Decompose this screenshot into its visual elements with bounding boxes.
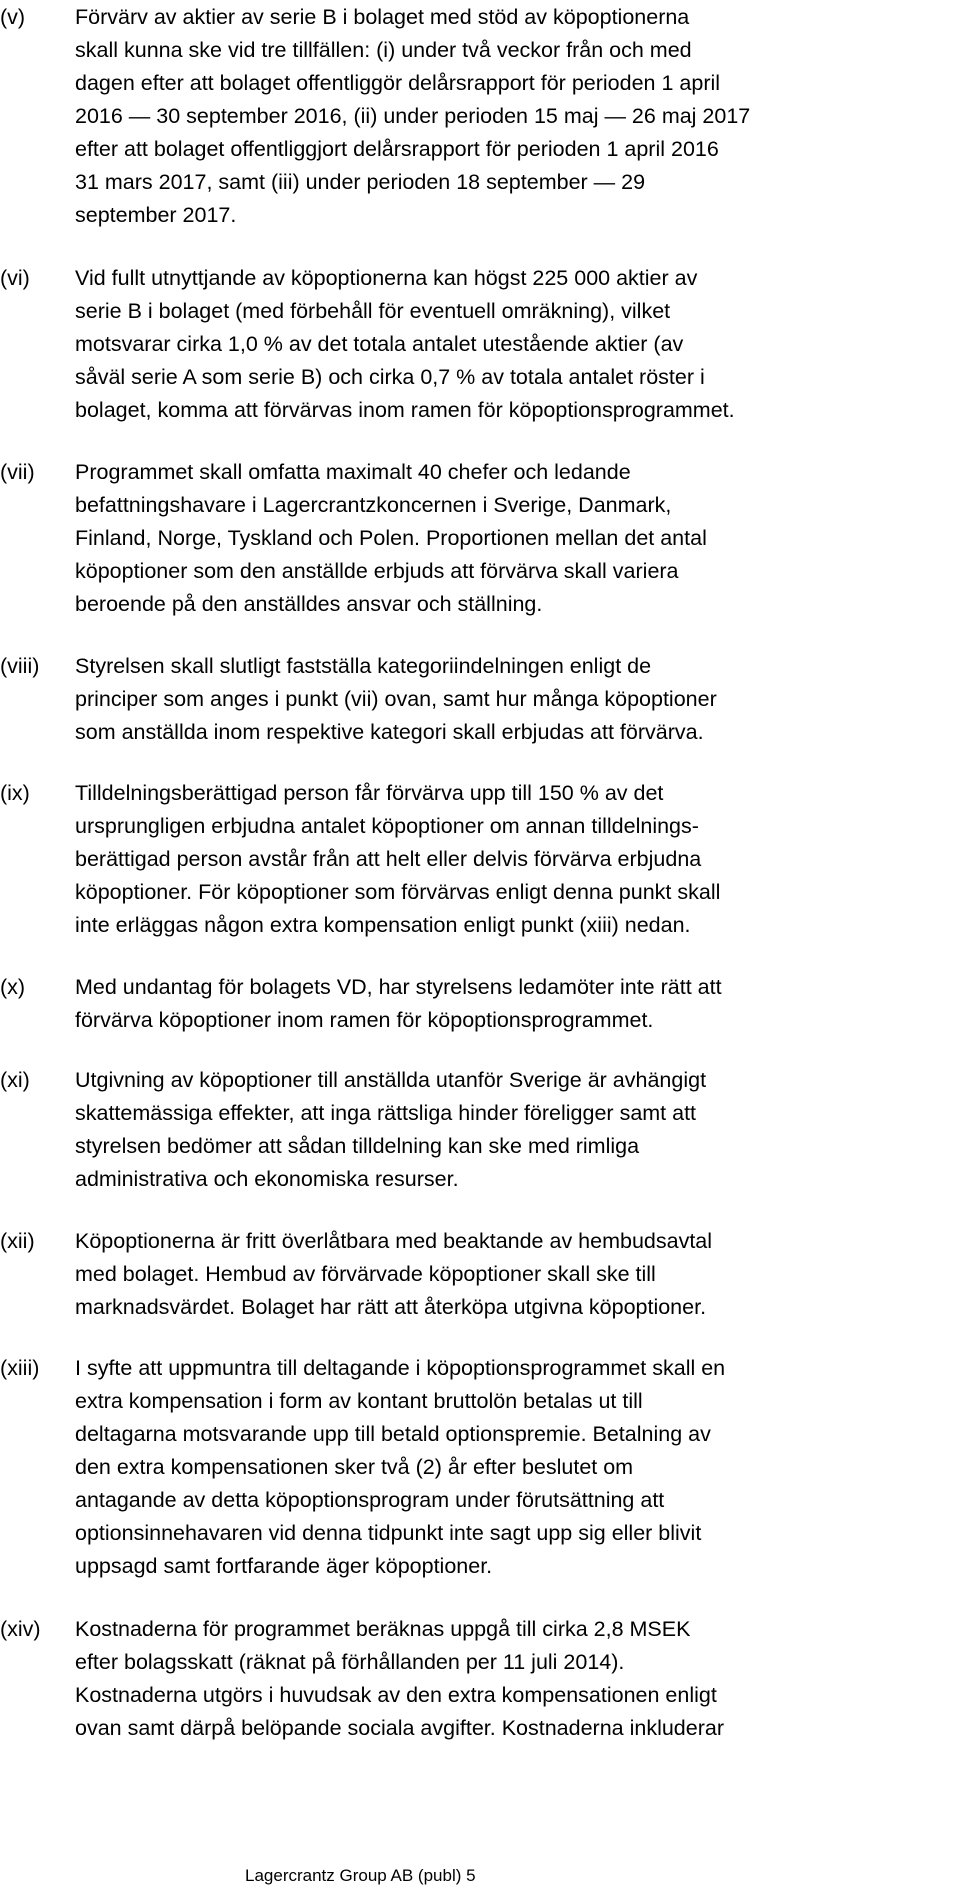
item-marker: (ix)	[0, 781, 30, 805]
text-line: Styrelsen skall slutligt fastställa kategoriindelningen enligt de	[75, 654, 652, 678]
page-footer: Lagercrantz Group AB (publ) 5	[245, 1866, 476, 1885]
item-marker: (v)	[0, 5, 26, 29]
text-line: extra kompensation i form av kontant bruttolön betalas ut till	[75, 1389, 643, 1413]
text-line: efter bolagsskatt (räknat på förhållanden per 11 juli 2014).	[75, 1650, 625, 1674]
text-line: optionsinnehavaren vid denna tidpunkt inte sagt upp sig eller blivit	[75, 1521, 702, 1545]
text-line: dagen efter att bolaget offentliggör delårsrapport för perioden 1 april	[75, 71, 721, 95]
text-line: Tilldelningsberättigad person får förvärva upp till 150 % av det	[75, 781, 664, 805]
text-line: I syfte att uppmuntra till deltagande i köpoptionsprogrammet skall en	[75, 1356, 726, 1380]
text-line: Programmet skall omfatta maximalt 40 chefer och ledande	[75, 460, 631, 484]
text-line: ursprungligen erbjudna antalet köpoptioner om annan tilldelnings-	[75, 814, 699, 838]
text-line: 2016 — 30 september 2016, (ii) under perioden 15 maj — 26 maj 2017	[75, 104, 751, 128]
item-text	[75, 262, 735, 427]
item-text	[75, 971, 722, 1037]
text-line: administrativa och ekonomiska resurser.	[75, 1167, 459, 1191]
text-line: Vid fullt utnyttjande av köpoptionerna kan högst 225 000 aktier av	[75, 266, 698, 290]
text-line: förvärva köpoptioner inom ramen för köpoptionsprogrammet.	[75, 1008, 654, 1032]
text-line: marknadsvärdet. Bolaget har rätt att återköpa utgivna köpoptioner.	[75, 1295, 707, 1319]
text-line: Med undantag för bolagets VD, har styrelsens ledamöter inte rätt att	[75, 975, 722, 999]
item-text	[75, 1613, 724, 1745]
text-line: antagande av detta köpoptionsprogram under förutsättning att	[75, 1488, 665, 1512]
item-marker: (viii)	[0, 654, 40, 678]
text-line: befattningshavare i Lagercrantzkoncernen i Sverige, Danmark,	[75, 493, 672, 517]
text-line: september 2017.	[75, 203, 237, 227]
item-marker: (vi)	[0, 266, 30, 290]
item-text	[75, 456, 707, 621]
text-line: beroende på den anställdes ansvar och ställning.	[75, 592, 543, 616]
text-line: Utgivning av köpoptioner till anställda utanför Sverige är avhängigt	[75, 1068, 707, 1092]
text-line: efter att bolaget offentliggjort delårsrapport för perioden 1 april 2016	[75, 137, 719, 161]
item-marker: (xii)	[0, 1229, 35, 1253]
item-text	[75, 1, 750, 232]
text-line: Finland, Norge, Tyskland och Polen. Proportionen mellan det antal	[75, 526, 707, 550]
text-line: som anställda inom respektive kategori skall erbjudas att förvärva.	[75, 720, 704, 744]
item-marker: (xi)	[0, 1068, 30, 1092]
text-line: styrelsen bedömer att sådan tilldelning kan ske med rimliga	[75, 1134, 640, 1158]
item-marker: (x)	[0, 975, 26, 999]
text-line: berättigad person avstår från att helt eller delvis förvärva erbjudna	[75, 847, 702, 871]
text-line: ovan samt därpå belöpande sociala avgifter. Kostnaderna inkluderar	[75, 1716, 724, 1740]
text-line: Förvärv av aktier av serie B i bolaget med stöd av köpoptionerna	[75, 5, 690, 29]
text-line: skall kunna ske vid tre tillfällen: (i) under två veckor från och med	[75, 38, 692, 62]
item-marker: (vii)	[0, 460, 35, 484]
item-text	[75, 777, 720, 942]
text-line: uppsagd samt fortfarande äger köpoptioner.	[75, 1554, 493, 1578]
text-line: inte erläggas någon extra kompensation enligt punkt (xiii) nedan.	[75, 913, 691, 937]
item-text	[75, 1225, 712, 1324]
text-line: bolaget, komma att förvärvas inom ramen för köpoptionsprogrammet.	[75, 398, 735, 422]
text-line: deltagarna motsvarande upp till betald optionspremie. Betalning av	[75, 1422, 711, 1446]
text-line: 31 mars 2017, samt (iii) under perioden 18 september — 29	[75, 170, 646, 194]
item-marker: (xiii)	[0, 1356, 40, 1380]
text-line: Kostnaderna utgörs i huvudsak av den extra kompensationen enligt	[75, 1683, 717, 1707]
text-line: köpoptioner. För köpoptioner som förvärvas enligt denna punkt skall	[75, 880, 721, 904]
text-line: principer som anges i punkt (vii) ovan, samt hur många köpoptioner	[75, 687, 717, 711]
text-line: köpoptioner som den anställde erbjuds att förvärva skall variera	[75, 559, 679, 583]
text-line: skattemässiga effekter, att inga rättsliga hinder föreligger samt att	[75, 1101, 697, 1125]
item-text	[75, 1352, 725, 1583]
item-text	[75, 1064, 706, 1196]
item-text	[75, 650, 717, 749]
text-line: serie B i bolaget (med förbehåll för eventuell omräkning), vilket	[75, 299, 671, 323]
text-line: såväl serie A som serie B) och cirka 0,7 % av totala antalet röster i	[75, 365, 705, 389]
text-line: motsvarar cirka 1,0 % av det totala antalet utestående aktier (av	[75, 332, 684, 356]
text-line: Köpoptionerna är fritt överlåtbara med beaktande av hembudsavtal	[75, 1229, 713, 1253]
text-line: med bolaget. Hembud av förvärvade köpoptioner skall ske till	[75, 1262, 656, 1286]
text-line: Kostnaderna för programmet beräknas uppgå till cirka 2,8 MSEK	[75, 1617, 691, 1641]
item-marker: (xiv)	[0, 1617, 41, 1641]
text-line: den extra kompensationen sker två (2) år efter beslutet om	[75, 1455, 634, 1479]
